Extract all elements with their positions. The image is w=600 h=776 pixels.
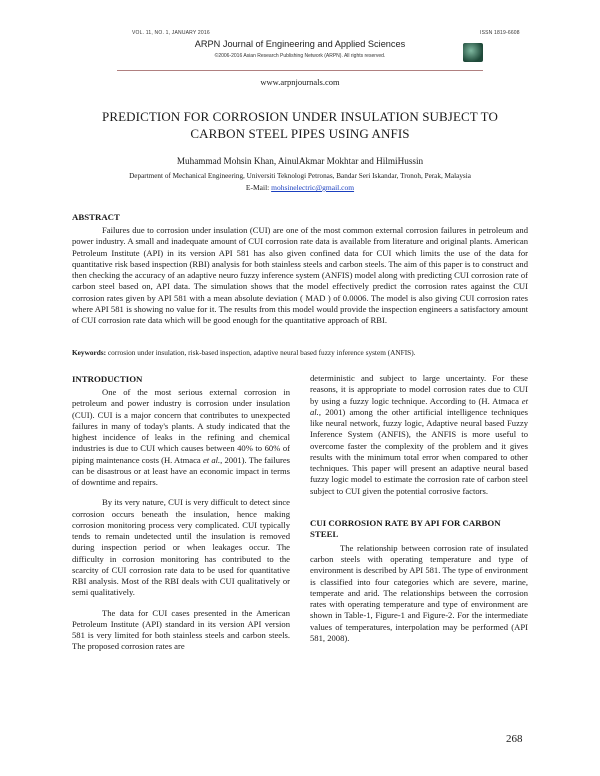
copyright: ©2006-2016 Asian Research Publishing Network (ARPN). All rights reserved. <box>214 53 386 59</box>
intro-paragraph-4 <box>310 373 528 497</box>
intro-p1-etal: et al. <box>202 454 221 465</box>
intro-p1-text-a: One of the most serious external corrosion in petroleum and power industry is corrosion under insulation (CUI). CUI is a major concern that contributes to unexpected failures in many of today's plants. A study indicated that the highest incidence of leaks in the refining and chemical industries is due to CUI which causes between 40% to 60% of piping maintenance costs (H. Atmaca <box>72 387 290 465</box>
abstract-heading: ABSTRACT <box>72 212 120 222</box>
volume-info: VOL. 11, NO. 1, JANUARY 2016 <box>132 30 210 36</box>
website[interactable]: www.arpnjournals.com <box>260 77 340 87</box>
email-link[interactable]: mohsinelectric@gmail.com <box>271 183 355 192</box>
intro-p1-text-b: , 2001). The failures can be disastrous or at least have an economic impact in terms of downtime and repairs. <box>72 454 291 487</box>
journal-name: ARPN Journal of Engineering and Applied Sciences <box>194 39 406 49</box>
intro-paragraph-1 <box>72 387 290 488</box>
page-number: 268 <box>506 733 523 745</box>
authors: Muhammad Mohsin Khan, AinulAkmar Mokhtar and HilmiHussin <box>176 156 424 166</box>
affiliation: Department of Mechanical Engineering, Universiti Teknologi Petronas, Bandar Seri Iskandar, Tronoh, Perak, Malaysia <box>129 172 471 180</box>
right-column <box>310 373 528 644</box>
abstract-text: Failures due to corrosion under insulation (CUI) are one of the most common external corrosion failures in petroleum and power industry. A small and inadequate amount of CUI corrosion rate data is available from literature and original plants. American Petroleum Institute (API) in its version API 581 has also given confined data for CUI which limits the use of the data for quantitative risk based inspection (RBI) analysis for both stainless steels and carbon steels. The aim of this paper is to construct and then checking the accuracy of an adaptive neuro fuzzy inference system (ANFIS) model along with predicting CUI corrosion rate of carbon steel based on, API data. The simulation shows that the model effectively predict the corrosion rates against the CUI corrosion rates given by API 581 with a mean absolute deviation ( MAD ) of 0.0006. The model is also giving CUI corrosion rates where API 581 is showing no value for it. The results from this model would provide the inspection engineers a satisfactory amount of CUI corrosion rate data which will be good enough for the quantitative approach of RBI. <box>72 225 528 325</box>
section-2-heading: CUI CORROSION RATE BY API FOR CARBON STEEL <box>310 517 501 539</box>
paper-title-line-2: CARBON STEEL PIPES USING ANFIS <box>190 126 410 141</box>
intro-p4-text-b: , 2001) among the other artificial intelligence techniques like neural network, fuzzy logic, Adaptive neural based Fuzzy Inference System (ANFIS), the ANFIS is more useful to overcome faster the complexity of the problem and it gives results with the minimum total error when compared to other techniques. This paper will present an adaptive neural based fuzzy logic model to estimate the corrosion rate of carbon steel subject to CUI given the potential corrosive factors. <box>310 406 528 496</box>
left-column <box>72 387 290 653</box>
section-2-paragraph-1: The relationship between corrosion rate of insulated carbon steels with operating temperature and type of environment is described by API 581. The type of environment is classified into four categories which are severe, marine, temperate and arid. The relationships between the corrosion rates with operating temperature and type of environment are shown in Table-1, Figure-1 and Figure-2. For the intermediate values of temperatures, interpolation may be performed (API 581, 2008). <box>310 542 528 643</box>
intro-p4-etal: et al. <box>310 395 528 417</box>
keywords-text: corrosion under insulation, risk-based inspection, adaptive neural based fuzzy inference system (ANFIS). <box>107 348 416 357</box>
introduction-heading: INTRODUCTION <box>72 374 143 384</box>
issn: ISSN 1819-6608 <box>480 30 520 36</box>
arpn-logo-icon <box>463 43 483 62</box>
paper-title-line-1: PREDICTION FOR CORROSION UNDER INSULATION SUBJECT TO <box>102 109 498 124</box>
email-line <box>0 183 600 192</box>
intro-p4-text-a: deterministic and subject to large uncertainty. For these reasons, it is appropriate to model corrosion rates due to CUI by using a fuzzy logic technique. According to (H. Atmaca <box>310 373 528 406</box>
header-rule <box>117 70 483 71</box>
intro-paragraph-3: The data for CUI cases presented in the American Petroleum Institute (API) standard in its version API version 581 is very limited for both stainless steels and carbon steels. The proposed corrosion rates are <box>72 607 290 652</box>
keywords <box>72 348 528 357</box>
email-label: E-Mail: <box>245 183 272 192</box>
intro-paragraph-2: By its very nature, CUI is very difficult to detect since corrosion occurs beneath the insulation, hence making corrosion monitoring process very complicated. CUI typically tends to remain undetected until the insulation is removed during inspection period or when leakages occur. The difficulty in corrosion monitoring has contributed to the scarcity of CUI corrosion rate data to be used for quantitative RBI analysis. Most of the RBI deals with CUI qualitatively or semi qualitatively. <box>72 497 290 598</box>
keywords-label: Keywords: <box>72 348 108 357</box>
